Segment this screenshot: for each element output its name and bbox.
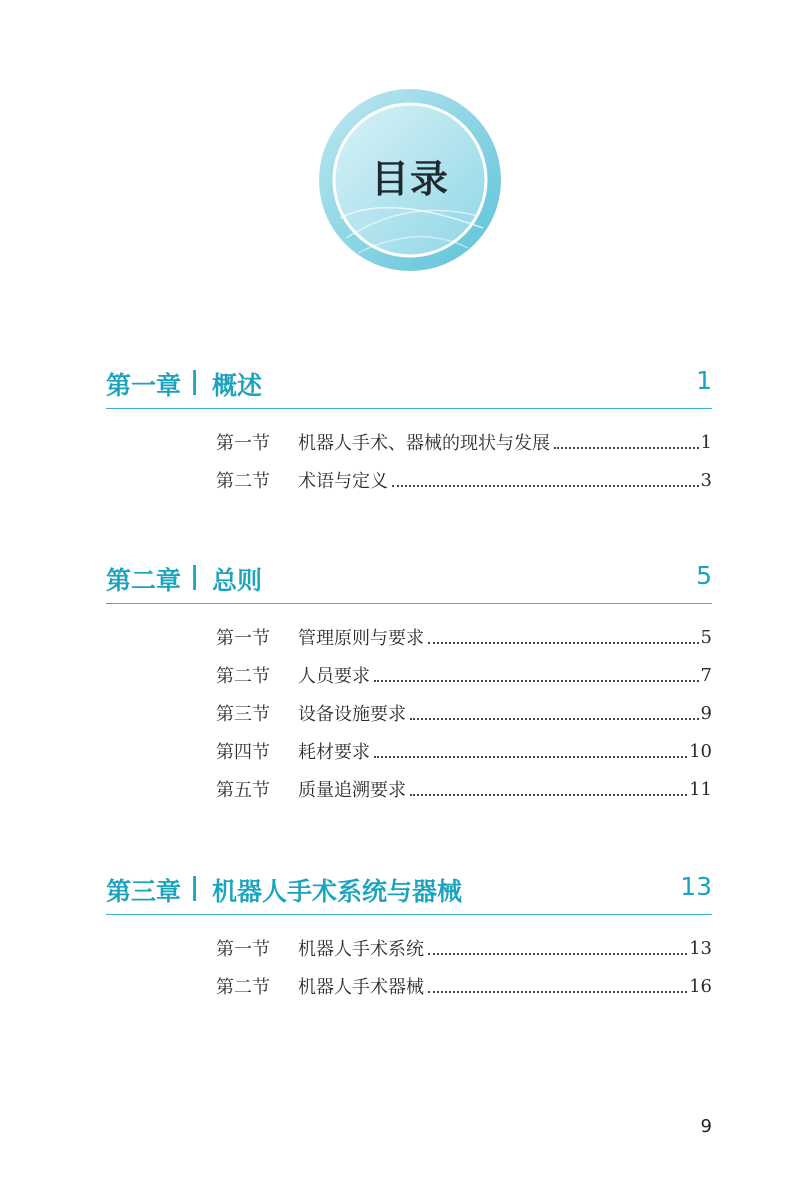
toc-entry[interactable] — [216, 656, 712, 694]
chapter-page: 5 — [696, 561, 712, 590]
toc-entry[interactable] — [216, 732, 712, 770]
section-title: 机器人手术器械 — [298, 977, 424, 998]
toc-entry[interactable] — [216, 694, 712, 732]
toc-entry[interactable] — [216, 967, 712, 1005]
section-number: 第一节 — [216, 433, 270, 454]
chapter-1 — [106, 364, 712, 499]
chapter-separator: | — [190, 366, 200, 395]
chapter-page: 1 — [696, 366, 712, 395]
section-number: 第二节 — [216, 666, 270, 687]
section-number: 第一节 — [216, 939, 270, 960]
section-page: 7 — [700, 664, 712, 686]
section-title: 术语与定义 — [298, 471, 388, 492]
chapter-label: 第二章 — [106, 566, 182, 595]
dot-leader — [374, 755, 687, 758]
chapter-label: 第一章 — [106, 371, 182, 400]
section-title: 机器人手术系统 — [298, 939, 424, 960]
section-number: 第二节 — [216, 471, 270, 492]
toc-entry[interactable] — [216, 461, 712, 499]
chapter-separator: | — [190, 561, 200, 590]
dot-leader — [410, 717, 699, 720]
section-title: 人员要求 — [298, 666, 370, 687]
dot-leader — [428, 990, 687, 993]
dot-leader — [428, 952, 687, 955]
chapter-heading[interactable] — [106, 364, 712, 409]
page-number: 9 — [700, 1116, 712, 1137]
chapter-separator: | — [190, 872, 200, 901]
chapter-2 — [106, 559, 712, 808]
dot-leader — [392, 484, 699, 487]
toc-entry[interactable] — [216, 618, 712, 656]
dot-leader — [428, 641, 699, 644]
chapter-title: 机器人手术系统与器械 — [212, 877, 463, 906]
section-title: 质量追溯要求 — [298, 780, 406, 801]
section-number: 第五节 — [216, 780, 270, 801]
section-page: 5 — [700, 626, 712, 648]
section-title: 机器人手术、器械的现状与发展 — [298, 433, 550, 454]
section-number: 第二节 — [216, 977, 270, 998]
chapter-page: 13 — [680, 872, 712, 901]
page-title: 目录 — [370, 157, 449, 201]
section-title: 耗材要求 — [298, 742, 370, 763]
section-page: 16 — [689, 975, 712, 997]
chapter-label: 第三章 — [106, 877, 182, 906]
section-page: 13 — [689, 937, 712, 959]
dot-leader — [554, 446, 699, 449]
chapter-heading[interactable] — [106, 870, 712, 915]
section-number: 第一节 — [216, 628, 270, 649]
section-number: 第四节 — [216, 742, 270, 763]
section-page: 11 — [689, 778, 712, 800]
chapter-title: 概述 — [212, 371, 263, 400]
section-page: 1 — [700, 431, 712, 453]
section-title: 管理原则与要求 — [298, 628, 424, 649]
toc-entry[interactable] — [216, 929, 712, 967]
toc-entry[interactable] — [216, 770, 712, 808]
toc-entry[interactable] — [216, 423, 712, 461]
dot-leader — [374, 679, 699, 682]
chapter-3 — [106, 870, 712, 1005]
section-page: 3 — [700, 469, 712, 491]
section-page: 10 — [689, 740, 712, 762]
chapter-heading[interactable] — [106, 559, 712, 604]
chapter-title: 总则 — [212, 566, 263, 595]
dot-leader — [410, 793, 687, 796]
section-title: 设备设施要求 — [298, 704, 406, 725]
section-number: 第三节 — [216, 704, 270, 725]
section-page: 9 — [700, 702, 712, 724]
